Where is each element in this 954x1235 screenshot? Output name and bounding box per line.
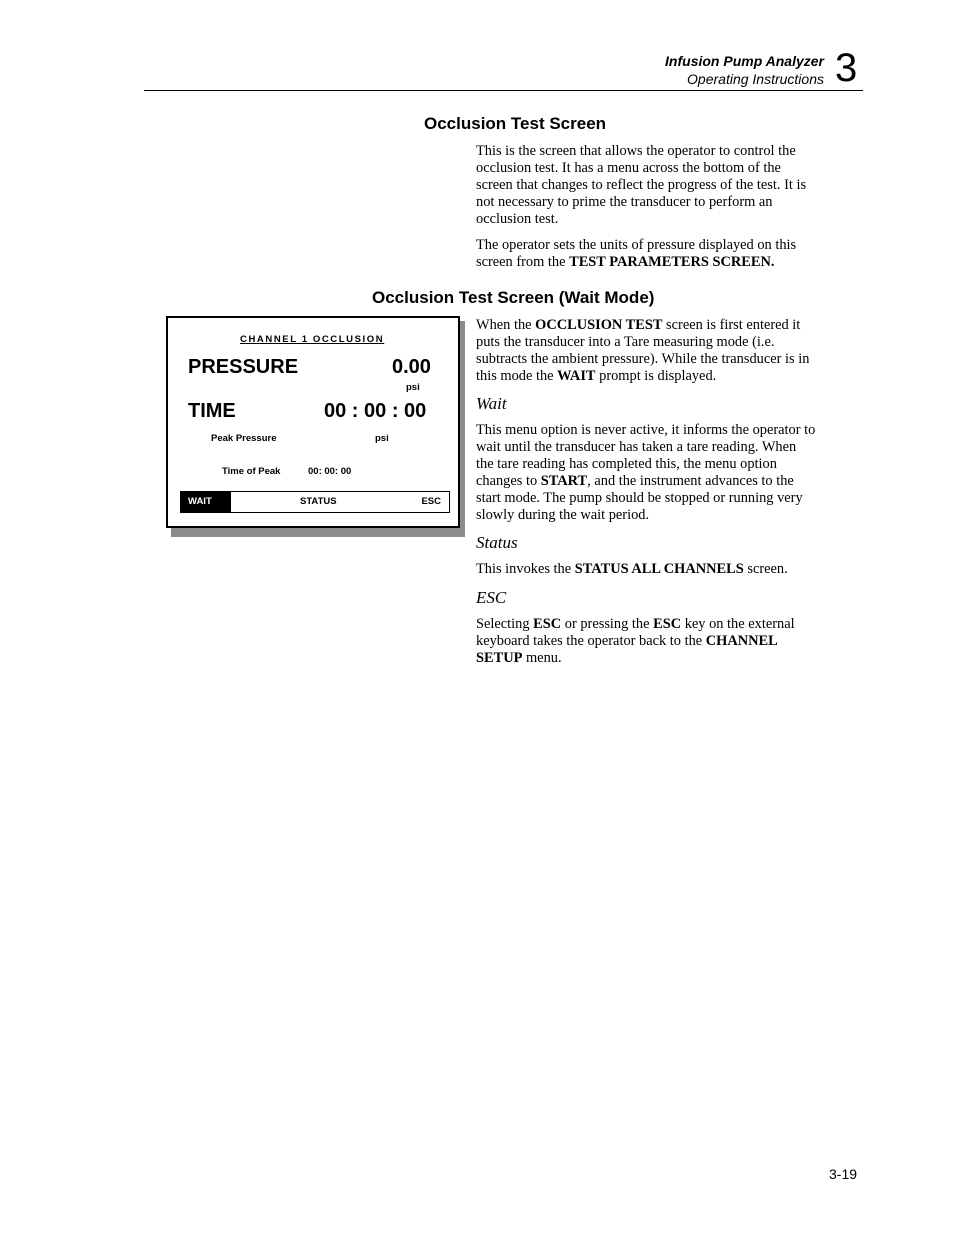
time-of-peak-value: 00: 00: 00 [308,466,352,477]
header-subtitle: Operating Instructions [687,71,824,87]
chapter-number: 3 [835,46,858,90]
section-heading-wait-mode: Occlusion Test Screen (Wait Mode) [372,288,655,307]
esc-text: Selecting [476,616,534,632]
esc-text: key on the external keyboard takes the operator back to the [476,616,795,649]
wait-bold: START [540,473,588,489]
esc-text: or pressing the [561,616,654,632]
status-text: screen. [743,561,788,577]
wait-paragraph [476,422,816,524]
time-value: 00 : 00 : 00 [324,400,427,422]
status-bold: STATUS ALL CHANNELS [574,561,744,577]
section-heading-occlusion-test-screen: Occlusion Test Screen [424,114,607,133]
intro-text: prompt is displayed. [595,368,717,384]
time-label: TIME [188,400,236,422]
time-of-peak-label: Time of Peak [222,466,281,477]
screen-title: CHANNEL 1 OCCLUSION [240,334,385,345]
wait-text: This menu option is never active, it informs the operator to wait until the transducer has taken a tare reading. When the tare reading has completed this, the menu option changes to [476,422,816,489]
wait-subheading: Wait [476,394,507,413]
p2-text: The operator sets the units of pressure displayed on this screen from the [476,237,797,270]
menu-status[interactable]: STATUS [300,496,337,507]
peak-pressure-label: Peak Pressure [211,433,277,444]
peak-pressure-unit: psi [375,433,389,444]
pressure-label: PRESSURE [188,356,299,378]
intro-text: screen is first entered it puts the transducer into a Tare measuring mode (i.e. subtracts the ambient pressure). While the transducer is in this mode the [476,317,810,384]
occlusion-screen-figure [166,316,460,528]
intro-bold: WAIT [557,368,596,384]
esc-paragraph [476,616,816,667]
status-paragraph [476,561,816,578]
wait-mode-intro [476,317,816,385]
header-title: Infusion Pump Analyzer [665,53,824,69]
p2-bold: TEST PARAMETERS SCREEN. [569,254,775,270]
esc-bold: ESC [533,616,562,632]
header-rule [144,90,863,91]
pressure-unit: psi [406,382,420,393]
section1-paragraph-1: This is the screen that allows the operator to control the occlusion test. It has a menu across the bottom of the screen that changes to reflect the progress of the test. It is not necessary to prime the transducer to perform an occlusion test. [476,143,807,227]
intro-text: When the [476,317,536,333]
esc-text: menu. [522,650,562,666]
esc-subheading: ESC [476,588,507,607]
menu-esc[interactable]: ESC [421,496,441,507]
pressure-value: 0.00 [392,356,431,378]
esc-bold: CHANNEL SETUP [476,633,777,666]
esc-bold: ESC [653,616,682,632]
menu-wait: WAIT [181,492,231,512]
section1-paragraph-2 [476,237,816,271]
screen-menu-bar [180,491,450,513]
page-number: 3-19 [829,1166,858,1182]
status-text: This invokes the [476,561,575,577]
status-subheading: Status [476,533,518,552]
wait-text: , and the instrument advances to the start mode. The pump should be stopped or running very slowly during the wait period. [476,473,803,523]
intro-bold: OCCLUSION TEST [535,317,663,333]
